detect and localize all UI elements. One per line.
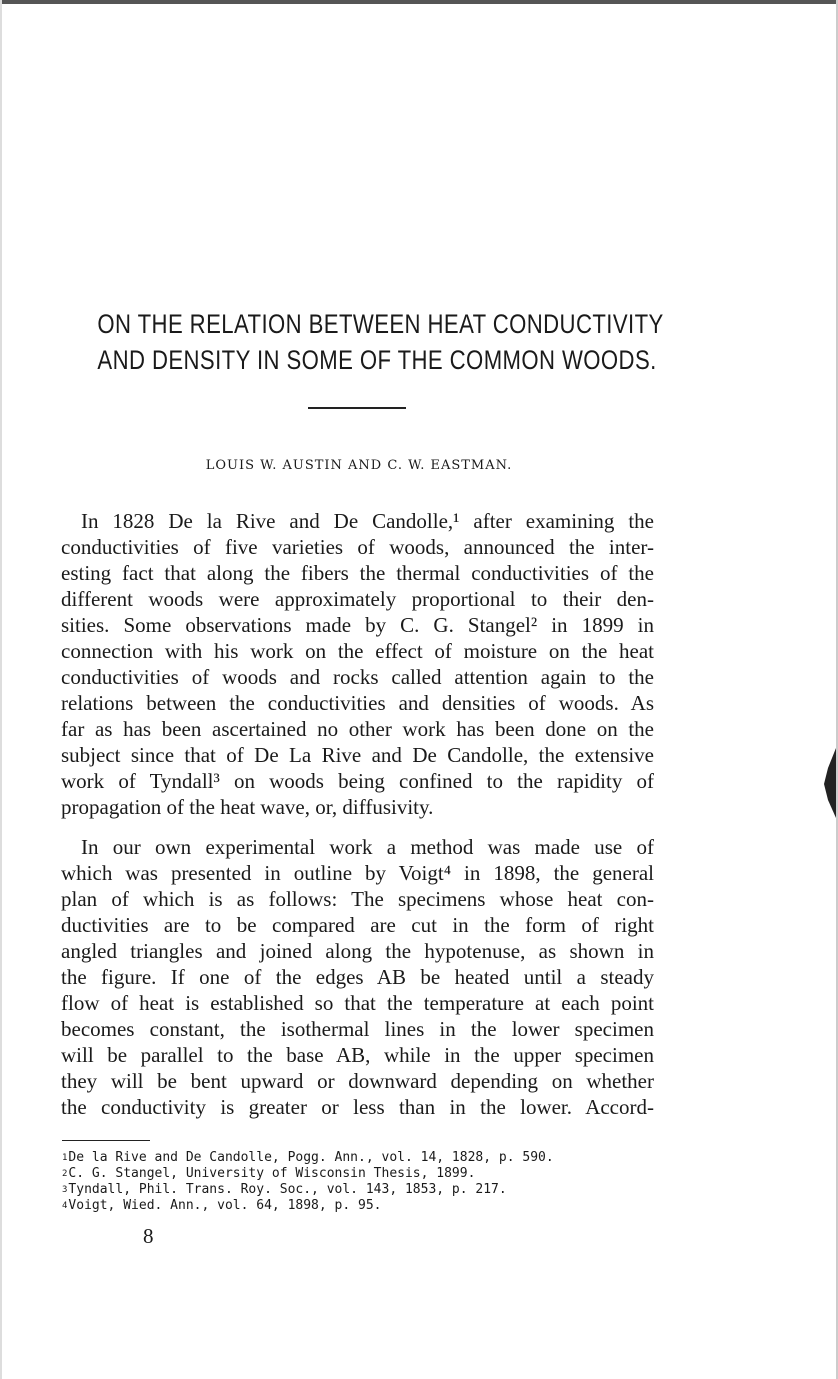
title-line-2: AND DENSITY IN SOME OF THE COMMON WOODS. xyxy=(97,345,657,375)
paragraph-1-line: sities. Some observations made by C. G. Stangel² in 1899 in xyxy=(61,613,654,637)
footnote-text: C. G. Stangel, University of Wisconsin Thesis, 1899. xyxy=(68,1166,476,1181)
footnote xyxy=(62,1166,662,1182)
title-divider xyxy=(308,407,406,409)
page-number: 8 xyxy=(143,1224,154,1248)
footnote-number: 4 xyxy=(62,1201,68,1211)
footnote-text: De la Rive and De Candolle, Pogg. Ann., vol. 14, 1828, p. 590. xyxy=(68,1150,554,1165)
title-line-1: ON THE RELATION BETWEEN HEAT CONDUCTIVITY xyxy=(97,309,664,339)
paragraph-1-line: In 1828 De la Rive and De Candolle,¹ after examining the xyxy=(81,509,654,533)
paragraph-1-line: work of Tyndall³ on woods being confined to the rapidity of xyxy=(61,769,654,793)
paragraph-1-line: esting fact that along the fibers the thermal conductivities of the xyxy=(61,561,654,585)
paragraph-1 xyxy=(61,508,654,820)
paragraph-1-line: propagation of the heat wave, or, diffusivity. xyxy=(61,795,434,819)
footnote-number: 1 xyxy=(62,1153,68,1163)
footnote-text: Voigt, Wied. Ann., vol. 64, 1898, p. 95. xyxy=(68,1198,382,1213)
paragraph-1-line: far as has been ascertained no other work has been done on the xyxy=(61,717,654,741)
footnote-number: 3 xyxy=(62,1185,68,1195)
paragraph-2-line: which was presented in outline by Voigt⁴ in 1898, the general xyxy=(61,861,654,885)
paragraph-2-line: becomes constant, the isothermal lines in the lower specimen xyxy=(61,1017,654,1041)
paragraph-2 xyxy=(61,834,654,1120)
paper-title xyxy=(97,306,664,378)
paragraph-2-line: angled triangles and joined along the hypotenuse, as shown in xyxy=(61,939,654,963)
footnote xyxy=(62,1198,662,1214)
binding-shadow-mark xyxy=(822,748,836,818)
footnote xyxy=(62,1150,662,1166)
footnote-divider xyxy=(62,1140,150,1141)
paragraph-2-line: will be parallel to the base AB, while in the upper specimen xyxy=(61,1043,654,1067)
paragraph-2-line: the figure. If one of the edges AB be heated until a steady xyxy=(61,965,654,989)
paragraph-1-line: conductivities of five varieties of woods, announced the inter- xyxy=(61,535,654,559)
paragraph-2-line: flow of heat is established so that the temperature at each point xyxy=(61,991,654,1015)
paragraph-1-line: subject since that of De La Rive and De Candolle, the extensive xyxy=(61,743,654,767)
footnote-number: 2 xyxy=(62,1169,68,1179)
paragraph-1-line: conductivities of woods and rocks called attention again to the xyxy=(61,665,654,689)
page-top-edge xyxy=(0,0,838,4)
paragraph-1-line: connection with his work on the effect of moisture on the heat xyxy=(61,639,654,663)
footnotes xyxy=(62,1150,662,1214)
author-line: LOUIS W. AUSTIN AND C. W. EASTMAN. xyxy=(205,458,513,473)
paragraph-1-line: relations between the conductivities and densities of woods. As xyxy=(61,691,654,715)
paragraph-2-line: In our own experimental work a method was made use of xyxy=(81,835,654,859)
paragraph-2-line: the conductivity is greater or less than in the lower. Accord- xyxy=(61,1095,654,1119)
footnote xyxy=(62,1182,662,1198)
paragraph-1-line: different woods were approximately proportional to their den- xyxy=(61,587,654,611)
paragraph-2-line: they will be bent upward or downward depending on whether xyxy=(61,1069,654,1093)
paragraph-2-line: plan of which is as follows: The specimens whose heat con- xyxy=(61,887,654,911)
page-left-edge xyxy=(0,0,2,1379)
paragraph-2-line: ductivities are to be compared are cut in the form of right xyxy=(61,913,654,937)
footnote-text: Tyndall, Phil. Trans. Roy. Soc., vol. 143, 1853, p. 217. xyxy=(68,1182,507,1197)
